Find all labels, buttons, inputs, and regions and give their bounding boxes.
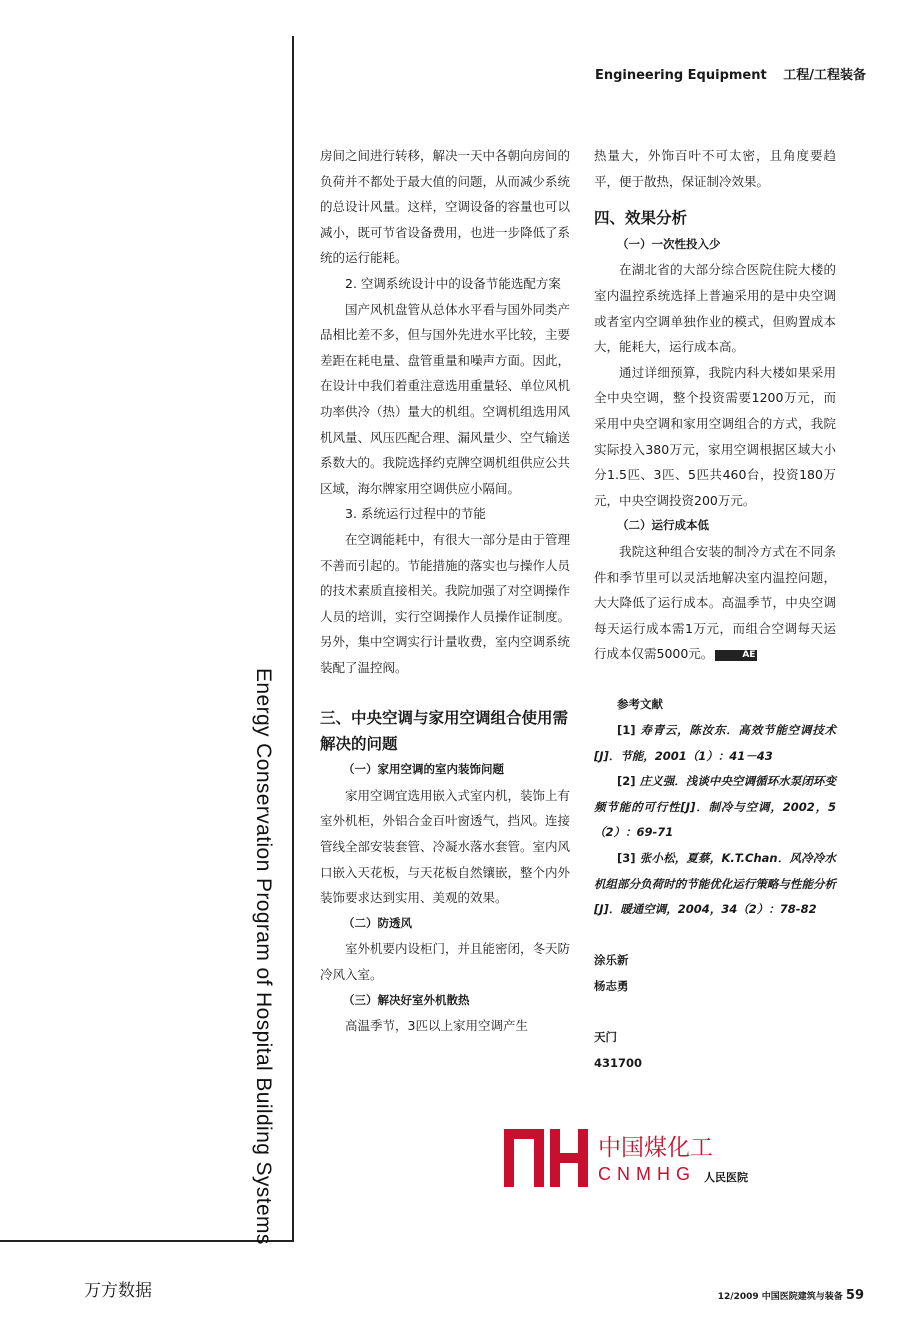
author-postcode: 431700: [594, 1055, 643, 1070]
paragraph: 热量大，外饰百叶不可太密，且角度要趋平，便于散热，保证制冷效果。: [594, 148, 836, 189]
page-number: 59: [845, 1288, 864, 1303]
paragraph: [594, 539, 836, 667]
page-footer: [718, 1288, 864, 1303]
author-city: 天门: [594, 1030, 617, 1045]
subheading: （一）家用空调的室内装饰问题: [343, 762, 504, 777]
affiliation-line: [594, 1000, 836, 1026]
column-rule-vertical: [292, 36, 294, 1242]
heading-section-4: 四、效果分析: [594, 209, 688, 228]
section-title: 3. 系统运行过程中的节能: [345, 506, 486, 522]
reference-item: [594, 846, 836, 923]
logo-english-text: CNMHG: [598, 1164, 696, 1184]
reference-number: [2]: [617, 774, 636, 789]
running-header: [595, 64, 866, 83]
paragraph: 在空调能耗中，有很大一部分是由于管理不善而引起的。节能措施的落实也与操作人员的技术素质直接相关。我院加强了对空调操作人员的培训，实行空调操作人员操作证制度。另外，集中空调实行计量收费，室内空调系统装配了温控阀。: [320, 531, 571, 675]
paragraph: 在湖北省的大部分综合医院住院大楼的室内温控系统选择上普遍采用的是中央空调或者室内空调单独作业的模式，但购置成本大，能耗大，运行成本高。: [594, 262, 836, 355]
logo-chinese-text: 中国煤化工: [598, 1135, 713, 1161]
spacer: [594, 194, 836, 206]
reference-number: [1]: [617, 723, 636, 738]
spacer: [594, 667, 836, 693]
paragraph: 家用空调宜选用嵌入式室内机，装饰上有室外机柜，外铝合金百叶窗透气，挡风。连接管线全部安装套管、冷凝水落水套管。室内风口嵌入天花板，与天花板自然镶嵌，整个内外装饰要求达到实用、美观的效果。: [320, 787, 571, 906]
reference-item: [594, 718, 836, 769]
side-rule-horizontal: [0, 1240, 292, 1242]
section-title: 2. 空调系统设计中的设备节能选配方案: [345, 275, 561, 291]
author-name: 涂乐新: [594, 953, 629, 968]
left-column: [320, 143, 570, 1039]
paragraph: 房间之间进行转移，解决一天中各朝向房间的负荷并不都处于最大值的问题，从而减少系统的总设计风量。这样，空调设备的容量也可以减小，既可节省设备费用，也进一步降低了系统的运行能耗。: [320, 148, 571, 266]
affiliation-suffix: 人民医院: [704, 1171, 748, 1184]
cnmhg-mark-icon: [498, 1125, 592, 1191]
reference-text: 庄义强．浅谈中央空调循环水泵闭环变频节能的可行性[J]．制冷与空调，2002，5（2）：69-71: [594, 774, 836, 840]
reference-number: [3]: [617, 851, 636, 866]
paragraph: 通过详细预算，我院内科大楼如果采用全中央空调，整个投资需要1200万元，而采用中央空调和家用空调组合的方式，我院实际投入380万元，家用空调根据区域大小分1.5匹、3匹、5匹共460台，投资180万元，中央空调投资200万元。: [594, 364, 836, 508]
right-column: [594, 143, 836, 1076]
reference-text: 寿青云，陈汝东．高效节能空调技术[J]．节能，2001（1）：41－43: [594, 723, 836, 763]
paragraph-text: 我院这种组合安装的制冷方式在不同条件和季节里可以灵活地解决室内温控问题，大大降低了运行成本。高温季节，中央空调每天运行成本需1万元，而组合空调每天运行成本仅需5000元。: [594, 543, 836, 662]
cnmhg-logo: [498, 1125, 768, 1195]
heading-section-3: 三、中央空调与家用空调组合使用需解决的问题: [320, 709, 569, 753]
watermark-text: 万方数据: [84, 1281, 152, 1301]
subheading: （二）防透风: [343, 915, 412, 930]
subheading: （二）运行成本低: [617, 518, 709, 533]
spacer: [320, 680, 570, 706]
paragraph: 国产风机盘管从总体水平看与国外同类产品相比差不多，但与国外先进水平比较，主要差距在耗电量、盘管重量和噪声方面。因此，在设计中我们着重注意选用重量轻、单位风机功率供冷（热）量大的机组。空调机组选用风机风量、风压匹配合理、漏风量少、空气输送系数大的。我院选择约克牌空调机组供应公共区域，海尔牌家用空调供应小隔间。: [320, 301, 571, 496]
subheading: （三）解决好室外机散热: [343, 992, 470, 1007]
footer-issue: 12/2009 中国医院建筑与装备: [717, 1292, 843, 1302]
references-title: 参考文献: [617, 697, 663, 712]
end-mark-icon: AE: [715, 650, 757, 661]
spacer: [594, 923, 836, 949]
subheading: （一）一次性投入少: [617, 236, 721, 251]
paragraph: 室外机要内设柜门，并且能密闭，冬天防冷风入室。: [320, 941, 571, 982]
journal-side-title: Energy Conservation Program of Hospital Building Systems: [252, 668, 275, 1245]
reference-text: 张小松，夏蔡，K.T.Chan．风冷冷水机组部分负荷时的节能优化运行策略与性能分析[J]．暖通空调，2004，34（2）：78-82: [594, 851, 836, 917]
header-english: Engineering Equipment: [594, 68, 767, 83]
reference-item: [594, 769, 836, 846]
author-name: 杨志勇: [594, 979, 629, 993]
paragraph: 高温季节，3匹以上家用空调产生: [345, 1018, 528, 1034]
header-chinese: 工程/工程装备: [783, 68, 866, 83]
